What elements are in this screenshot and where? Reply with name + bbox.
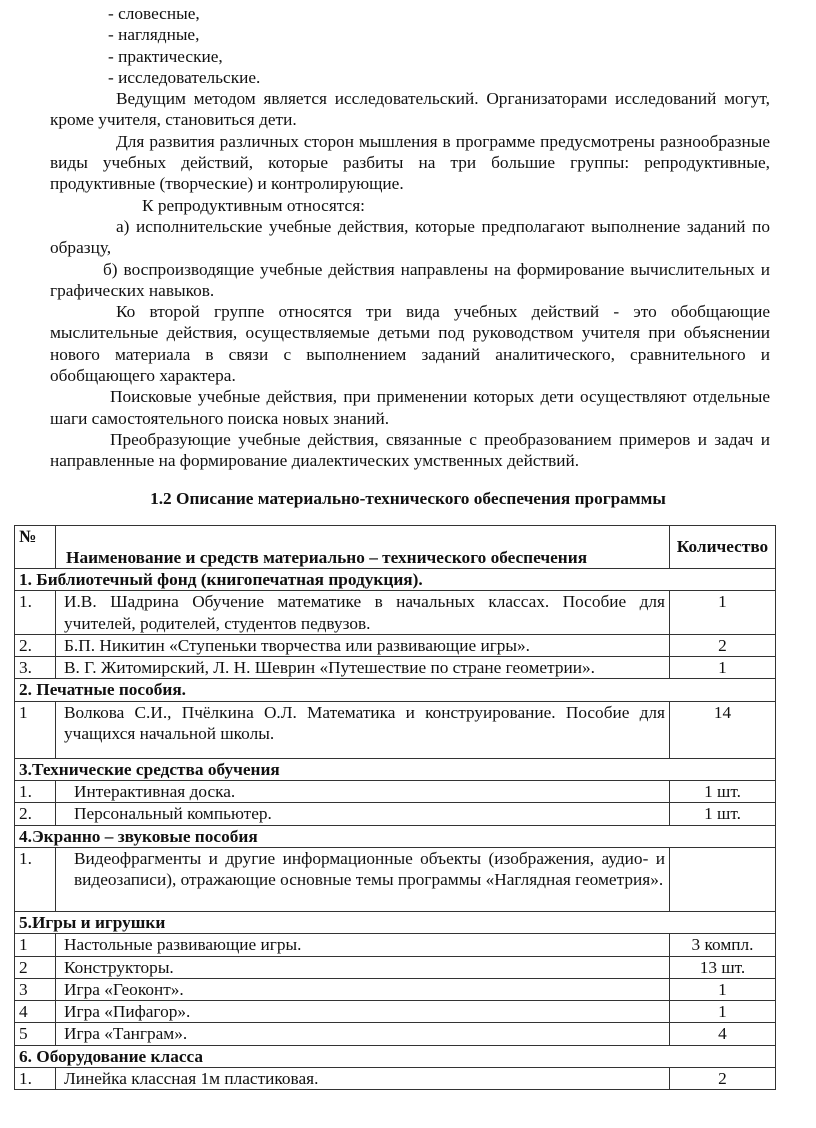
row-num: 2.	[15, 803, 56, 825]
row-num: 5	[15, 1023, 56, 1045]
equipment-table	[14, 525, 776, 1090]
section-row: 1. Библиотечный фонд (книгопечатная продукция).	[15, 569, 776, 591]
row-num: 1.	[15, 847, 56, 911]
row-name: Игра «Танграм».	[56, 1023, 670, 1045]
row-name: Видеофрагменты и другие информационные объекты (изображения, аудио- и видеозаписи), отражающие основные темы программы «Наглядная геометрия».	[56, 847, 670, 911]
row-qty: 2	[670, 1068, 776, 1090]
row-name: Б.П. Никитин «Ступеньки творчества или развивающие игры».	[56, 634, 670, 656]
row-name: Линейка классная 1м пластиковая.	[56, 1068, 670, 1090]
list-item: - практические,	[108, 46, 223, 66]
row-num: 1.	[15, 781, 56, 803]
row-name: Игра «Геоконт».	[56, 978, 670, 1000]
row-num: 2	[15, 956, 56, 978]
list-item: - наглядные,	[108, 25, 200, 45]
row-name: Персональный компьютер.	[56, 803, 670, 825]
paragraph: а) исполнительские учебные действия, которые предполагают выполнение заданий по образцу,	[50, 216, 770, 258]
section-row: 2. Печатные пособия.	[15, 679, 776, 701]
row-num: 1.	[15, 1068, 56, 1090]
row-name: Игра «Пифагор».	[56, 1001, 670, 1023]
paragraph: Для развития различных сторон мышления в программе предусмотрены разнообразные виды учебных действий, которые разбиты на три большие группы: репродуктивные, продуктивные (творческие) и контролирующие.	[50, 131, 770, 194]
row-qty: 2	[670, 634, 776, 656]
list-item: - исследовательские.	[108, 67, 261, 87]
header-name: Наименование и средств материально – технического обеспечения	[56, 526, 670, 569]
row-num: 1.	[15, 591, 56, 635]
row-qty: 1 шт.	[670, 781, 776, 803]
row-num: 1	[15, 701, 56, 758]
row-num: 4	[15, 1001, 56, 1023]
row-num: 2.	[15, 634, 56, 656]
row-qty: 1	[670, 591, 776, 635]
row-qty: 13 шт.	[670, 956, 776, 978]
paragraph: Преобразующие учебные действия, связанные с преобразованием примеров и задач и направленные на формирование диалектических умственных действий.	[50, 429, 770, 471]
section-title: 1.2 Описание материально-технического обеспечения программы	[150, 489, 666, 508]
row-num: 1	[15, 934, 56, 956]
row-name: Волкова С.И., Пчёлкина О.Л. Математика и конструирование. Пособие для учащихся начальной школы.	[56, 701, 670, 758]
row-name: В. Г. Житомирский, Л. Н. Шеврин «Путешествие по стране геометрии».	[56, 657, 670, 679]
list-item: - словесные,	[108, 4, 200, 23]
row-name: Интерактивная доска.	[56, 781, 670, 803]
paragraph: Ведущим методом является исследовательский. Организаторами исследований могут, кроме учителя, становиться дети.	[50, 89, 770, 130]
body-text	[50, 3, 770, 472]
paragraph: К репродуктивным относятся:	[142, 195, 365, 215]
row-qty: 1	[670, 978, 776, 1000]
header-qty: Количество	[670, 526, 776, 569]
header-num: №	[15, 526, 56, 569]
row-qty	[670, 847, 776, 911]
row-name: И.В. Шадрина Обучение математике в начальных классах. Пособие для учителей, родителей, студентов педвузов.	[56, 591, 670, 635]
paragraph: Ко второй группе относятся три вида учебных действий - это обобщающие мыслительные действия, осуществляемые детьми под руководством учителя при объяснении нового материала в связи с выполнением заданий аналитического, сравнительного и обобщающего характера.	[50, 302, 770, 386]
row-num: 3	[15, 978, 56, 1000]
paragraph: б) воспроизводящие учебные действия направлены на формирование вычислительных и графических навыков.	[50, 259, 770, 300]
row-qty: 3 компл.	[670, 934, 776, 956]
row-name: Конструкторы.	[56, 956, 670, 978]
section-row: 6. Оборудование класса	[15, 1045, 776, 1067]
row-name: Настольные развивающие игры.	[56, 934, 670, 956]
row-qty: 1 шт.	[670, 803, 776, 825]
row-qty: 1	[670, 657, 776, 679]
row-num: 3.	[15, 657, 56, 679]
section-row: 5.Игры и игрушки	[15, 911, 776, 933]
row-qty: 1	[670, 1001, 776, 1023]
section-row: 3.Технические средства обучения	[15, 758, 776, 780]
row-qty: 4	[670, 1023, 776, 1045]
table-header-row	[15, 526, 776, 569]
paragraph: Поисковые учебные действия, при применении которых дети осуществляют отдельные шаги самостоятельного поиска новых знаний.	[50, 387, 770, 428]
section-row: 4.Экранно – звуковые пособия	[15, 825, 776, 847]
row-qty: 14	[670, 701, 776, 758]
